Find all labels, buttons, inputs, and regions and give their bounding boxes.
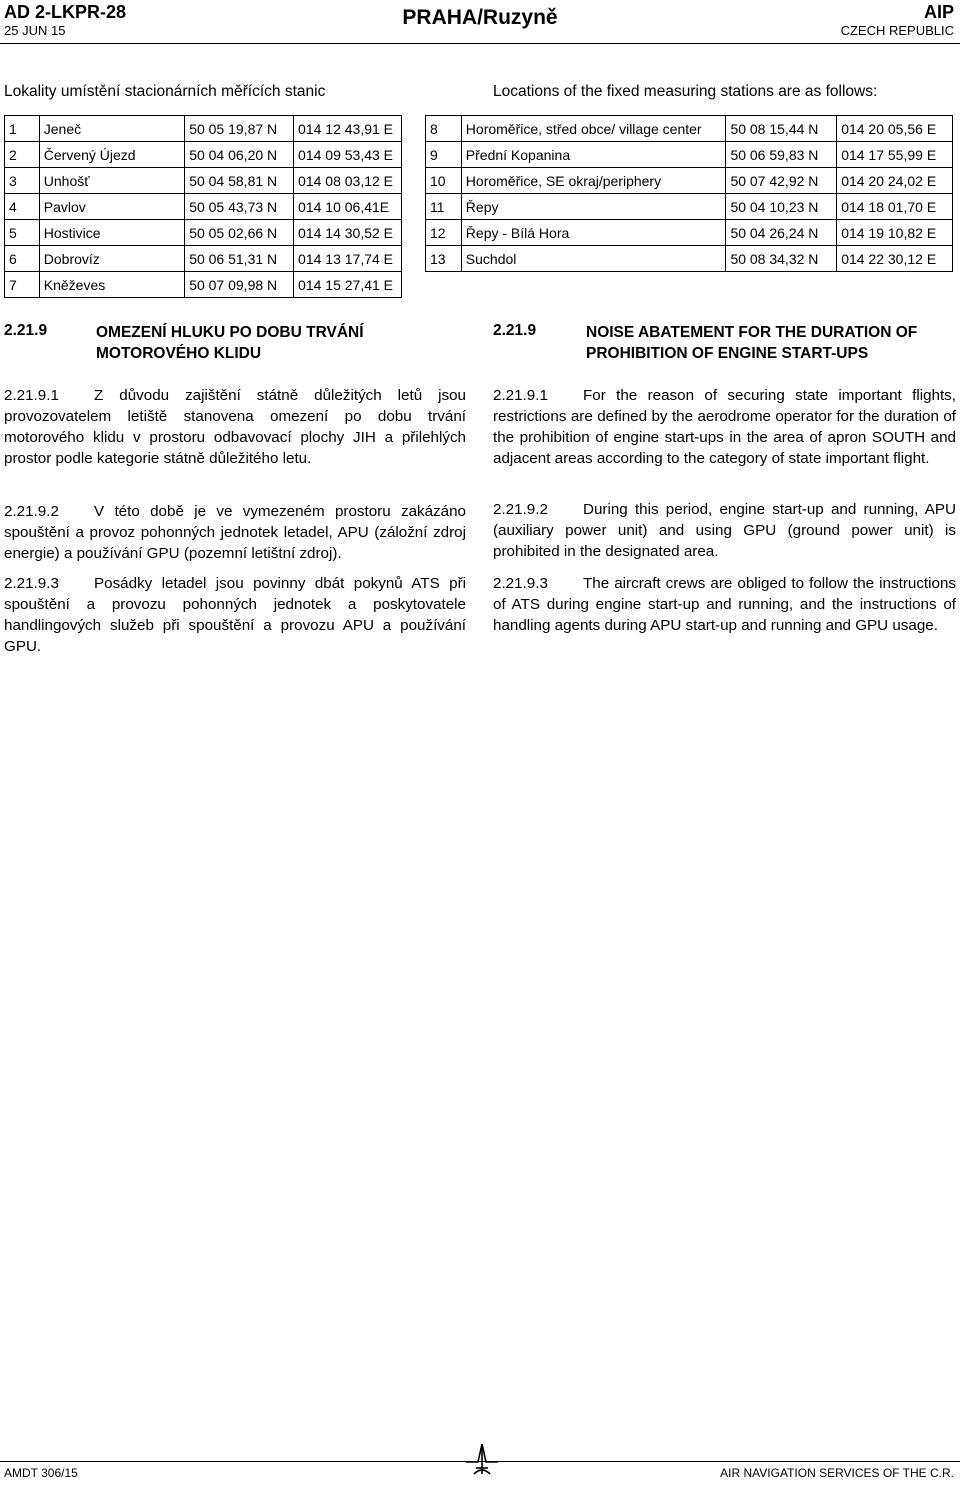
station-latitude: 50 07 09,98 N — [185, 272, 294, 298]
paragraph-number: 2.21.9.3 — [4, 575, 59, 592]
station-number: 10 — [426, 168, 462, 194]
table-row — [426, 246, 953, 272]
paragraph-en-2 — [493, 499, 956, 562]
section-number-cs: 2.21.9 — [4, 322, 48, 339]
paragraph-text: V této době je ve vymezeném prostoru zakázáno spouštění a provoz pohonných jednotek letadel, APU (záložní zdroj energie) a používání GPU (pozemní letištní zdroj). — [4, 503, 466, 562]
station-longitude: 014 14 30,52 E — [294, 220, 402, 246]
station-latitude: 50 08 15,44 N — [726, 116, 837, 142]
station-longitude: 014 20 24,02 E — [837, 168, 953, 194]
paragraph-text: During this period, engine start-up and running, APU (auxiliary power unit) and using GPU (ground power unit) is prohibited in the designated area. — [493, 501, 956, 560]
paragraph-cs-2 — [4, 501, 466, 564]
station-longitude: 014 10 06,41E — [294, 194, 402, 220]
station-name: Dobrovíz — [39, 246, 184, 272]
station-name: Suchdol — [461, 246, 726, 272]
table-row — [426, 220, 953, 246]
station-longitude: 014 13 17,74 E — [294, 246, 402, 272]
paragraph-text: For the reason of securing state important flights, restrictions are defined by the aerodrome operator for the duration of the prohibition of engine start-ups in the area of apron SOUTH and adjacent areas according to the category of state important flight. — [493, 387, 956, 467]
station-name: Jeneč — [39, 116, 184, 142]
issuer-name: AIR NAVIGATION SERVICES OF THE C.R. — [720, 1466, 954, 1480]
section-title-en-line2: PROHIBITION OF ENGINE START-UPS — [586, 345, 869, 362]
section-title-cs-line1: OMEZENÍ HLUKU PO DOBU TRVÁNÍ — [96, 324, 364, 341]
station-number: 12 — [426, 220, 462, 246]
station-latitude: 50 04 06,20 N — [185, 142, 294, 168]
paragraph-number: 2.21.9.1 — [493, 387, 548, 404]
stations-table-left — [4, 115, 402, 298]
table-row — [5, 220, 402, 246]
doc-id: AD 2-LKPR-28 — [4, 2, 127, 22]
station-name: Přední Kopanina — [461, 142, 726, 168]
station-number: 5 — [5, 220, 40, 246]
section-title-en-line1: NOISE ABATEMENT FOR THE DURATION OF — [586, 324, 918, 341]
station-name: Řepy - Bílá Hora — [461, 220, 726, 246]
header-divider — [0, 43, 960, 44]
table-row — [5, 246, 402, 272]
station-latitude: 50 05 02,66 N — [185, 220, 294, 246]
intro-cs: Lokality umístění stacionárních měřících stanic — [4, 83, 326, 100]
station-name: Unhošť — [39, 168, 184, 194]
station-longitude: 014 09 53,43 E — [294, 142, 402, 168]
table-row — [5, 142, 402, 168]
table-row — [5, 168, 402, 194]
paragraph-number: 2.21.9.2 — [493, 501, 548, 518]
station-number: 9 — [426, 142, 462, 168]
publication-label: AIP — [923, 2, 954, 22]
station-longitude: 014 22 30,12 E — [837, 246, 953, 272]
station-number: 1 — [5, 116, 40, 142]
station-longitude: 014 19 10,82 E — [837, 220, 953, 246]
paragraph-number: 2.21.9.1 — [4, 387, 59, 404]
station-number: 8 — [426, 116, 462, 142]
table-row — [5, 116, 402, 142]
station-longitude: 014 15 27,41 E — [294, 272, 402, 298]
table-row — [426, 194, 953, 220]
station-longitude: 014 08 03,12 E — [294, 168, 402, 194]
country-label: CZECH REPUBLIC — [840, 23, 954, 38]
station-latitude: 50 07 42,92 N — [726, 168, 837, 194]
station-longitude: 014 20 05,56 E — [837, 116, 953, 142]
paragraph-cs-1 — [4, 385, 466, 469]
station-latitude: 50 06 59,83 N — [726, 142, 837, 168]
paragraph-cs-3 — [4, 573, 466, 657]
station-latitude: 50 08 34,32 N — [726, 246, 837, 272]
table-row — [5, 194, 402, 220]
station-name: Červený Újezd — [39, 142, 184, 168]
station-number: 3 — [5, 168, 40, 194]
paragraph-text: Posádky letadel jsou povinny dbát pokynů ATS při spouštění a provozu pohonných jednotek a poskytovatele handlingových služeb při spouštění a provozu APU a používání GPU. — [4, 575, 466, 655]
air-navigation-services-logo-icon — [464, 1438, 500, 1478]
station-longitude: 014 18 01,70 E — [837, 194, 953, 220]
amendment-number: AMDT 306/15 — [4, 1466, 78, 1480]
station-latitude: 50 05 19,87 N — [185, 116, 294, 142]
section-title-en — [586, 322, 956, 364]
paragraph-text: The aircraft crews are obliged to follow the instructions of ATS during engine start-up and running, and the instructions of handling agents during APU start-up and running and GPU usage. — [493, 575, 956, 634]
page-title: PRAHA/Ruzyně — [402, 6, 558, 29]
doc-date: 25 JUN 15 — [4, 23, 66, 38]
table-row — [426, 116, 953, 142]
station-latitude: 50 04 58,81 N — [185, 168, 294, 194]
station-number: 4 — [5, 194, 40, 220]
paragraph-number: 2.21.9.2 — [4, 503, 59, 520]
station-number: 13 — [426, 246, 462, 272]
table-row — [426, 168, 953, 194]
intro-en: Locations of the fixed measuring stations are as follows: — [493, 83, 878, 100]
paragraph-number: 2.21.9.3 — [493, 575, 548, 592]
paragraph-text: Z důvodu zajištění státně důležitých letů jsou provozovatelem letiště stanovena omezení po dobu trvání motorového klidu v prostoru odbavovací plochy JIH a přilehlých prostor podle kategorie státně důležitého letu. — [4, 387, 466, 467]
station-number: 2 — [5, 142, 40, 168]
station-name: Kněževes — [39, 272, 184, 298]
station-name: Horoměřice, střed obce/ village center — [461, 116, 726, 142]
station-latitude: 50 04 26,24 N — [726, 220, 837, 246]
paragraph-en-1 — [493, 385, 956, 469]
section-number-en: 2.21.9 — [493, 322, 537, 339]
station-name: Horoměřice, SE okraj/periphery — [461, 168, 726, 194]
station-number: 7 — [5, 272, 40, 298]
station-name: Řepy — [461, 194, 726, 220]
station-latitude: 50 04 10,23 N — [726, 194, 837, 220]
table-row — [426, 142, 953, 168]
station-longitude: 014 12 43,91 E — [294, 116, 402, 142]
section-title-cs — [96, 322, 466, 364]
station-latitude: 50 05 43,73 N — [185, 194, 294, 220]
stations-table-right — [425, 115, 953, 272]
station-number: 11 — [426, 194, 462, 220]
table-row — [5, 272, 402, 298]
station-name: Hostivice — [39, 220, 184, 246]
station-longitude: 014 17 55,99 E — [837, 142, 953, 168]
station-name: Pavlov — [39, 194, 184, 220]
paragraph-en-3 — [493, 573, 956, 636]
station-number: 6 — [5, 246, 40, 272]
section-title-cs-line2: MOTOROVÉHO KLIDU — [96, 345, 262, 362]
station-latitude: 50 06 51,31 N — [185, 246, 294, 272]
